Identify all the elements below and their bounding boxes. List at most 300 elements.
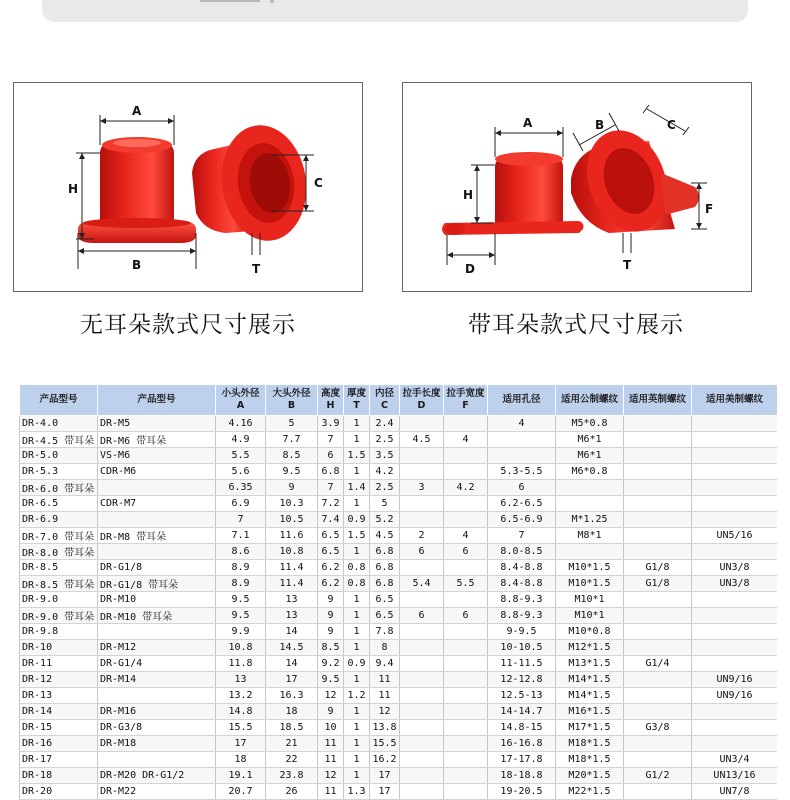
- dim-label-c-ear: C: [667, 118, 676, 132]
- table-cell: G1/4: [624, 656, 692, 672]
- table-cell: M8*1: [556, 528, 624, 544]
- dim-label-t-ear: T: [623, 258, 632, 272]
- table-cell: 4.9: [216, 432, 266, 448]
- table-cell: M14*1.5: [556, 688, 624, 704]
- table-cell: 15.5: [370, 736, 400, 752]
- table-cell: [692, 416, 778, 432]
- table-cell: DR-G1/8: [98, 560, 216, 576]
- table-cell: [98, 688, 216, 704]
- table-cell: [692, 464, 778, 480]
- table-cell: [624, 432, 692, 448]
- top-banner: [42, 0, 748, 22]
- table-cell: DR-M5: [98, 416, 216, 432]
- table-cell: 10-10.5: [488, 640, 556, 656]
- table-cell: 1: [344, 768, 370, 784]
- table-cell: DR-M20 DR-G1/2: [98, 768, 216, 784]
- table-cell: [692, 592, 778, 608]
- table-cell: DR-M16: [98, 704, 216, 720]
- table-cell: G1/8: [624, 560, 692, 576]
- column-header-label: 拉手长度: [402, 388, 441, 399]
- table-cell: 5.6: [216, 464, 266, 480]
- table-cell: 9.9: [216, 624, 266, 640]
- cap-diagram-right: [403, 83, 751, 291]
- table-cell: DR-M12: [98, 640, 216, 656]
- column-header-symbol: A: [236, 400, 245, 411]
- table-cell: [444, 640, 488, 656]
- table-cell: DR-M10 带耳朵: [98, 608, 216, 624]
- table-cell: DR-8.0 带耳朵: [20, 544, 98, 560]
- table-cell: [444, 688, 488, 704]
- table-cell: DR-6.5: [20, 496, 98, 512]
- table-cell: 1: [344, 624, 370, 640]
- table-row: [20, 656, 778, 672]
- table-cell: [444, 496, 488, 512]
- table-cell: [556, 480, 624, 496]
- table-cell: [444, 768, 488, 784]
- table-cell: M18*1.5: [556, 752, 624, 768]
- table-cell: 22: [266, 752, 318, 768]
- table-cell: 6: [400, 608, 444, 624]
- column-header-label: 大头外径: [272, 388, 311, 399]
- table-cell: 5: [370, 496, 400, 512]
- table-cell: 11: [318, 752, 344, 768]
- table-cell: 10.3: [266, 496, 318, 512]
- table-cell: 8.8-9.3: [488, 592, 556, 608]
- table-cell: DR-G1/8 带耳朵: [98, 576, 216, 592]
- dim-label-h: H: [68, 182, 79, 196]
- table-row: [20, 608, 778, 624]
- table-cell: 13: [216, 672, 266, 688]
- table-cell: 6.2: [318, 576, 344, 592]
- table-cell: DR-9.0 带耳朵: [20, 608, 98, 624]
- table-cell: [444, 416, 488, 432]
- table-cell: 21: [266, 736, 318, 752]
- table-cell: DR-20: [20, 784, 98, 800]
- table-cell: [400, 512, 444, 528]
- table-cell: M16*1.5: [556, 704, 624, 720]
- diagram-without-ear: [13, 82, 363, 292]
- table-cell: 1.5: [344, 448, 370, 464]
- table-cell: 6.35: [216, 480, 266, 496]
- table-cell: UN9/16: [692, 672, 778, 688]
- table-cell: 17: [370, 784, 400, 800]
- banner-divider: [200, 0, 260, 2]
- table-cell: 13: [266, 608, 318, 624]
- table-cell: 7: [216, 512, 266, 528]
- table-cell: [692, 496, 778, 512]
- table-cell: [98, 544, 216, 560]
- table-cell: 2.5: [370, 432, 400, 448]
- table-row: [20, 784, 778, 800]
- table-cell: [692, 480, 778, 496]
- table-row: [20, 464, 778, 480]
- table-cell: M6*1: [556, 448, 624, 464]
- table-cell: DR-13: [20, 688, 98, 704]
- table-cell: 6.8: [318, 464, 344, 480]
- table-cell: 7.4: [318, 512, 344, 528]
- dim-label-a-ear: A: [523, 116, 533, 130]
- table-cell: 8.5: [318, 640, 344, 656]
- table-cell: 13.8: [370, 720, 400, 736]
- column-header-label: 产品型号: [137, 394, 176, 405]
- table-row: [20, 720, 778, 736]
- table-cell: 5.5: [216, 448, 266, 464]
- column-header: [318, 385, 344, 416]
- table-cell: 5.2: [370, 512, 400, 528]
- table-cell: 6: [400, 544, 444, 560]
- table-cell: 6: [444, 544, 488, 560]
- table-row: [20, 624, 778, 640]
- table-cell: [692, 608, 778, 624]
- table-cell: 11.8: [216, 656, 266, 672]
- table-cell: 16-16.8: [488, 736, 556, 752]
- table-cell: M10*1.5: [556, 560, 624, 576]
- column-header: [692, 385, 778, 416]
- table-cell: 2.5: [370, 480, 400, 496]
- table-cell: DR-5.3: [20, 464, 98, 480]
- table-cell: [444, 672, 488, 688]
- table-cell: 9: [318, 592, 344, 608]
- table-cell: 6.8: [370, 544, 400, 560]
- table-cell: 1.3: [344, 784, 370, 800]
- table-cell: 14: [266, 656, 318, 672]
- table-cell: [488, 448, 556, 464]
- table-cell: UN5/16: [692, 528, 778, 544]
- table-cell: M10*0.8: [556, 624, 624, 640]
- table-cell: DR-G1/4: [98, 656, 216, 672]
- table-cell: 5.5: [444, 576, 488, 592]
- table-cell: 12-12.8: [488, 672, 556, 688]
- table-cell: 2.4: [370, 416, 400, 432]
- column-header-label: 适用美制螺纹: [705, 394, 763, 405]
- table-row: [20, 640, 778, 656]
- table-cell: DR-8.5 带耳朵: [20, 576, 98, 592]
- table-cell: 9.4: [370, 656, 400, 672]
- table-cell: 4: [444, 528, 488, 544]
- table-cell: CDR-M7: [98, 496, 216, 512]
- table-cell: [624, 784, 692, 800]
- table-cell: DR-M10: [98, 592, 216, 608]
- table-cell: 7.8: [370, 624, 400, 640]
- table-cell: 18: [216, 752, 266, 768]
- column-header-label: 厚度: [346, 388, 366, 399]
- table-cell: 0.9: [344, 512, 370, 528]
- table-cell: [98, 480, 216, 496]
- table-cell: 8.6: [216, 544, 266, 560]
- table-cell: 7.2: [318, 496, 344, 512]
- table-cell: CDR-M6: [98, 464, 216, 480]
- column-header: [488, 385, 556, 416]
- table-cell: [624, 544, 692, 560]
- table-cell: DR-9.8: [20, 624, 98, 640]
- table-cell: 0.8: [344, 560, 370, 576]
- table-cell: [400, 496, 444, 512]
- table-cell: M13*1.5: [556, 656, 624, 672]
- table-cell: DR-15: [20, 720, 98, 736]
- dim-label-h-ear: H: [463, 188, 474, 202]
- table-cell: 17-17.8: [488, 752, 556, 768]
- table-cell: [400, 560, 444, 576]
- table-cell: 1: [344, 752, 370, 768]
- table-cell: 17: [266, 672, 318, 688]
- table-row: [20, 544, 778, 560]
- table-cell: [444, 592, 488, 608]
- table-cell: [444, 656, 488, 672]
- table-cell: DR-8.5: [20, 560, 98, 576]
- table-cell: DR-4.5 带耳朵: [20, 432, 98, 448]
- column-header-label: 适用公制螺纹: [560, 394, 618, 405]
- table-cell: M6*0.8: [556, 464, 624, 480]
- table-cell: M22*1.5: [556, 784, 624, 800]
- column-header-label: 拉手宽度: [446, 388, 485, 399]
- table-cell: 6.5-6.9: [488, 512, 556, 528]
- table-cell: M5*0.8: [556, 416, 624, 432]
- table-cell: DR-12: [20, 672, 98, 688]
- column-header: [98, 385, 216, 416]
- table-cell: 4: [488, 416, 556, 432]
- table-cell: 10.8: [216, 640, 266, 656]
- table-row: [20, 704, 778, 720]
- table-cell: M18*1.5: [556, 736, 624, 752]
- table-cell: [624, 752, 692, 768]
- table-cell: 18.5: [266, 720, 318, 736]
- dim-label-c: C: [314, 176, 323, 190]
- table-row: [20, 528, 778, 544]
- table-cell: [400, 656, 444, 672]
- table-row: [20, 512, 778, 528]
- column-header: [370, 385, 400, 416]
- table-row: [20, 752, 778, 768]
- table-cell: [624, 512, 692, 528]
- table-cell: 14.8: [216, 704, 266, 720]
- table-cell: 1: [344, 416, 370, 432]
- table-cell: 1.5: [344, 528, 370, 544]
- table-cell: [444, 704, 488, 720]
- table-cell: 9: [318, 704, 344, 720]
- table-cell: 0.9: [344, 656, 370, 672]
- column-header: [400, 385, 444, 416]
- column-header: [556, 385, 624, 416]
- table-cell: [444, 784, 488, 800]
- table-cell: [444, 448, 488, 464]
- table-row: [20, 768, 778, 784]
- table-cell: 8.9: [216, 576, 266, 592]
- column-header: [266, 385, 318, 416]
- table-cell: DR-18: [20, 768, 98, 784]
- table-cell: 10: [318, 720, 344, 736]
- table-header-row: [20, 385, 778, 416]
- table-cell: 11: [370, 688, 400, 704]
- table-cell: 12.5-13: [488, 688, 556, 704]
- column-header-label: 适用孔径: [502, 394, 541, 405]
- table-cell: 6.5: [370, 608, 400, 624]
- table-cell: 17: [216, 736, 266, 752]
- table-cell: 9.5: [216, 608, 266, 624]
- table-cell: 11.6: [266, 528, 318, 544]
- column-header-label: 产品型号: [39, 394, 78, 405]
- table-cell: DR-16: [20, 736, 98, 752]
- table-row: [20, 480, 778, 496]
- table-cell: 14.8-15: [488, 720, 556, 736]
- column-header-symbol: T: [353, 400, 360, 411]
- table-cell: UN3/8: [692, 560, 778, 576]
- column-header-symbol: B: [287, 400, 296, 411]
- table-cell: [98, 512, 216, 528]
- table-cell: [624, 448, 692, 464]
- table-cell: 2: [400, 528, 444, 544]
- table-cell: [624, 528, 692, 544]
- table-cell: [624, 608, 692, 624]
- table-cell: [692, 640, 778, 656]
- table-cell: [98, 624, 216, 640]
- table-cell: 8.4-8.8: [488, 560, 556, 576]
- table-row: [20, 496, 778, 512]
- table-cell: M14*1.5: [556, 672, 624, 688]
- table-cell: 14.5: [266, 640, 318, 656]
- table-cell: [624, 496, 692, 512]
- table-cell: 14: [266, 624, 318, 640]
- dim-label-t: T: [252, 262, 261, 276]
- table-cell: [400, 416, 444, 432]
- dim-label-b-ear: B: [595, 118, 605, 132]
- cap-diagram-left: [14, 83, 362, 291]
- table-cell: 5.4: [400, 576, 444, 592]
- table-cell: 1: [344, 432, 370, 448]
- column-header: [20, 385, 98, 416]
- table-cell: DR-14: [20, 704, 98, 720]
- table-cell: 23.8: [266, 768, 318, 784]
- table-cell: [692, 512, 778, 528]
- column-header-symbol: D: [417, 400, 426, 411]
- table-cell: 7: [318, 432, 344, 448]
- table-cell: 12: [318, 688, 344, 704]
- table-cell: 12: [318, 768, 344, 784]
- column-header: [444, 385, 488, 416]
- table-cell: [444, 464, 488, 480]
- table-cell: 4.2: [370, 464, 400, 480]
- table-cell: [444, 720, 488, 736]
- table-cell: 18: [266, 704, 318, 720]
- table-cell: 11: [370, 672, 400, 688]
- table-cell: M6*1: [556, 432, 624, 448]
- dim-label-b: B: [132, 258, 142, 272]
- table-cell: [692, 432, 778, 448]
- table-cell: 1: [344, 464, 370, 480]
- table-cell: [400, 464, 444, 480]
- spec-table: [19, 384, 777, 800]
- table-cell: DR-10: [20, 640, 98, 656]
- table-cell: 1: [344, 720, 370, 736]
- caption-without-ear: 无耳朵款式尺寸展示: [80, 312, 296, 338]
- table-cell: DR-G3/8: [98, 720, 216, 736]
- table-cell: 16.2: [370, 752, 400, 768]
- table-cell: DR-M6 带耳朵: [98, 432, 216, 448]
- table-cell: M17*1.5: [556, 720, 624, 736]
- table-cell: 10.8: [266, 544, 318, 560]
- table-cell: DR-6.9: [20, 512, 98, 528]
- table-cell: UN9/16: [692, 688, 778, 704]
- table-cell: DR-M8 带耳朵: [98, 528, 216, 544]
- column-header: [216, 385, 266, 416]
- table-cell: 10.5: [266, 512, 318, 528]
- table-row: [20, 432, 778, 448]
- table-cell: 6.8: [370, 560, 400, 576]
- table-cell: 3.5: [370, 448, 400, 464]
- table-cell: [692, 448, 778, 464]
- table-cell: 6.9: [216, 496, 266, 512]
- table-cell: [444, 624, 488, 640]
- table-cell: 9.5: [318, 672, 344, 688]
- table-row: [20, 672, 778, 688]
- table-cell: G1/8: [624, 576, 692, 592]
- table-cell: VS-M6: [98, 448, 216, 464]
- table-cell: [400, 640, 444, 656]
- banner-dot: [270, 0, 274, 3]
- dim-label-d-ear: D: [465, 262, 475, 276]
- table-cell: [624, 704, 692, 720]
- table-cell: 6.5: [318, 544, 344, 560]
- table-cell: 6: [444, 608, 488, 624]
- table-cell: [624, 416, 692, 432]
- table-cell: 11-11.5: [488, 656, 556, 672]
- table-cell: 6: [488, 480, 556, 496]
- table-cell: [624, 672, 692, 688]
- table-cell: [444, 752, 488, 768]
- column-header-symbol: F: [462, 400, 469, 411]
- table-cell: 1: [344, 608, 370, 624]
- table-cell: 6.5: [318, 528, 344, 544]
- table-cell: M10*1.5: [556, 576, 624, 592]
- table-cell: 11.4: [266, 560, 318, 576]
- table-cell: 8.9: [216, 560, 266, 576]
- table-cell: 26: [266, 784, 318, 800]
- table-row: [20, 448, 778, 464]
- table-cell: 9.5: [266, 464, 318, 480]
- table-cell: M10*1: [556, 608, 624, 624]
- table-cell: 6.2-6.5: [488, 496, 556, 512]
- table-cell: 18-18.8: [488, 768, 556, 784]
- table-cell: [624, 464, 692, 480]
- table-cell: DR-17: [20, 752, 98, 768]
- table-cell: UN13/16: [692, 768, 778, 784]
- table-cell: DR-5.0: [20, 448, 98, 464]
- table-cell: [624, 688, 692, 704]
- table-cell: DR-M18: [98, 736, 216, 752]
- table-row: [20, 736, 778, 752]
- table-cell: 1: [344, 592, 370, 608]
- table-cell: 1: [344, 544, 370, 560]
- table-cell: [624, 480, 692, 496]
- table-cell: 9.2: [318, 656, 344, 672]
- table-cell: [400, 592, 444, 608]
- table-cell: [556, 496, 624, 512]
- table-cell: [444, 512, 488, 528]
- table-cell: 19.1: [216, 768, 266, 784]
- dim-label-a: A: [132, 104, 142, 118]
- table-cell: [400, 736, 444, 752]
- table-cell: 0.8: [344, 576, 370, 592]
- table-cell: 3.9: [318, 416, 344, 432]
- table-cell: 9: [318, 624, 344, 640]
- table-cell: 15.5: [216, 720, 266, 736]
- table-cell: [400, 752, 444, 768]
- table-cell: 8.4-8.8: [488, 576, 556, 592]
- table-cell: DR-M22: [98, 784, 216, 800]
- table-cell: [444, 736, 488, 752]
- table-row: [20, 688, 778, 704]
- table-cell: [692, 544, 778, 560]
- table-cell: [556, 544, 624, 560]
